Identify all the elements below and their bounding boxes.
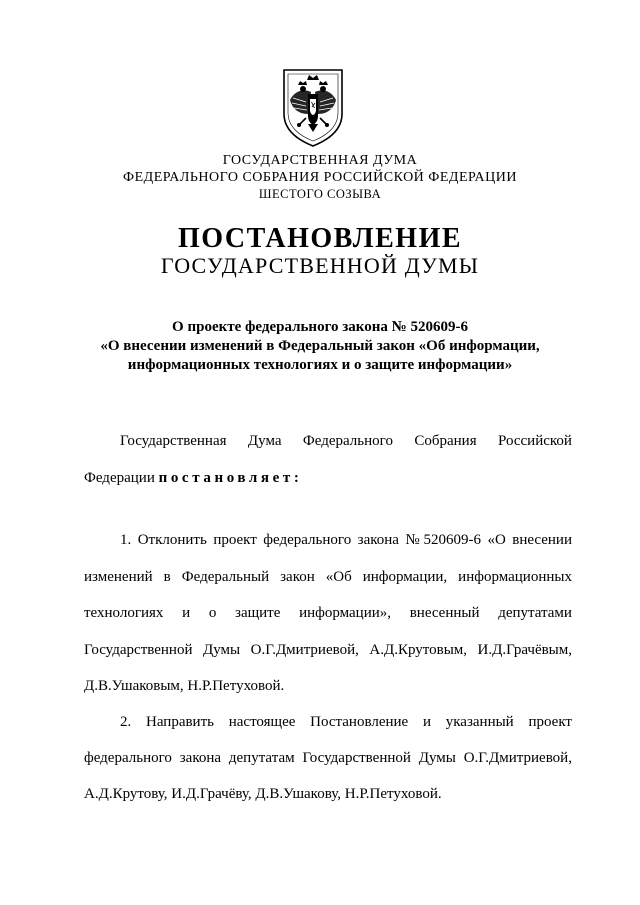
org-name-line-1: ГОСУДАРСТВЕННАЯ ДУМА [222,153,418,168]
item-1-line-3-word: защите [235,605,281,621]
item-1-line-2-word: «Об [325,569,352,585]
item-1-line-4-word: А.Д.Крутовым, [369,642,468,658]
item-2-line-2-word: Думы [418,750,456,766]
item-1-line-2-word: закон [280,569,315,585]
subject-line-1: О проекте федерального закона № 520609-6 [172,319,468,335]
item-1-line-1 [120,530,572,550]
convocation-line: ШЕСТОГО СОЗЫВА [258,187,382,201]
item-1-line-1-word: внесении [512,532,572,548]
item-1-line-1-word: закона [357,532,399,548]
item-1-line-2-word: информации, [362,569,448,585]
item-1-line-2 [84,567,572,587]
russian-coat-of-arms-icon [278,66,348,148]
item-2-line-1-word: настоящее [228,714,296,730]
item-2-line-1-word: проект [528,714,572,730]
preamble-line-1-word: Государственная [120,433,227,449]
item-1-line-1-word: Отклонить [137,532,207,548]
item-1-line-4-word: Думы [203,642,241,658]
item-1-line-2-word: информационных [458,569,572,585]
item-2-line-1-word: 2. [120,714,132,730]
item-1-line-2-word: Федеральный [181,569,270,585]
item-1-line-3-word: технологиях [84,605,164,621]
preamble-line-2 [84,468,572,488]
subject-line-2: «О внесении изменений в Федеральный закон «Об информации, [100,338,540,354]
item-2-line-1-word: Направить [146,714,214,730]
item-2-line-3: А.Д.Крутову, И.Д.Грачёву, Д.В.Ушакову, Н.Р.Петуховой. [84,786,442,802]
item-1-line-1-word: проект [213,532,257,548]
item-2-line-1-word: указанный [445,714,514,730]
item-2-line-2 [84,748,572,768]
item-1-line-3-word: внесенный [409,605,480,621]
item-2-line-2-word: федерального [84,750,172,766]
item-2-line-1 [120,712,572,732]
item-1-line-4 [84,640,572,660]
item-1-line-2-word: в [163,569,171,585]
preamble-line-1-word: Российской [498,433,572,449]
document-issuer: ГОСУДАРСТВЕННОЙ ДУМЫ [160,253,480,278]
document-type-title: ПОСТАНОВЛЕНИЕ [177,223,463,254]
item-1-line-4-word: Государственной [84,642,193,658]
preamble-line-1-word: Собрания [414,433,477,449]
item-1-line-1-word: № 520609-6 [405,532,481,548]
subject-line-3: информационных технологиях и о защите информации» [127,357,513,373]
item-1-line-1-word: «О [487,532,506,548]
item-2-line-1-word: и [422,714,431,730]
item-2-line-2-word: депутатам [228,750,295,766]
item-2-line-2-word: закона [179,750,222,766]
item-1-line-3-word: о [208,605,217,621]
resolves-emphasis: постановляет: [158,470,303,486]
item-1-line-3-word: и [182,605,191,621]
item-2-line-2-word: Государственной [302,750,411,766]
org-name-line-2: ФЕДЕРАЛЬНОГО СОБРАНИЯ РОССИЙСКОЙ ФЕДЕРАЦИИ [123,170,517,185]
item-1-line-1-word: 1. [120,532,132,548]
item-1-line-1-word: федерального [263,532,352,548]
item-1-line-3-word: депутатами [498,605,572,621]
preamble-line-1 [120,431,572,451]
preamble-prefix: Федерации [84,470,155,486]
item-2-line-1-word: Постановление [310,714,409,730]
item-2-line-2-word: О.Г.Дмитриевой, [463,750,572,766]
item-1-line-5: Д.В.Ушаковым, Н.Р.Петуховой. [84,678,285,694]
item-1-line-4-word: И.Д.Грачёвым, [477,642,572,658]
item-1-line-3 [84,603,572,623]
item-1-line-4-word: О.Г.Дмитриевой, [250,642,359,658]
preamble-line-1-word: Федерального [302,433,393,449]
preamble-line-1-word: Дума [247,433,282,449]
item-1-line-2-word: изменений [84,569,153,585]
item-1-line-3-word: информации», [299,605,392,621]
